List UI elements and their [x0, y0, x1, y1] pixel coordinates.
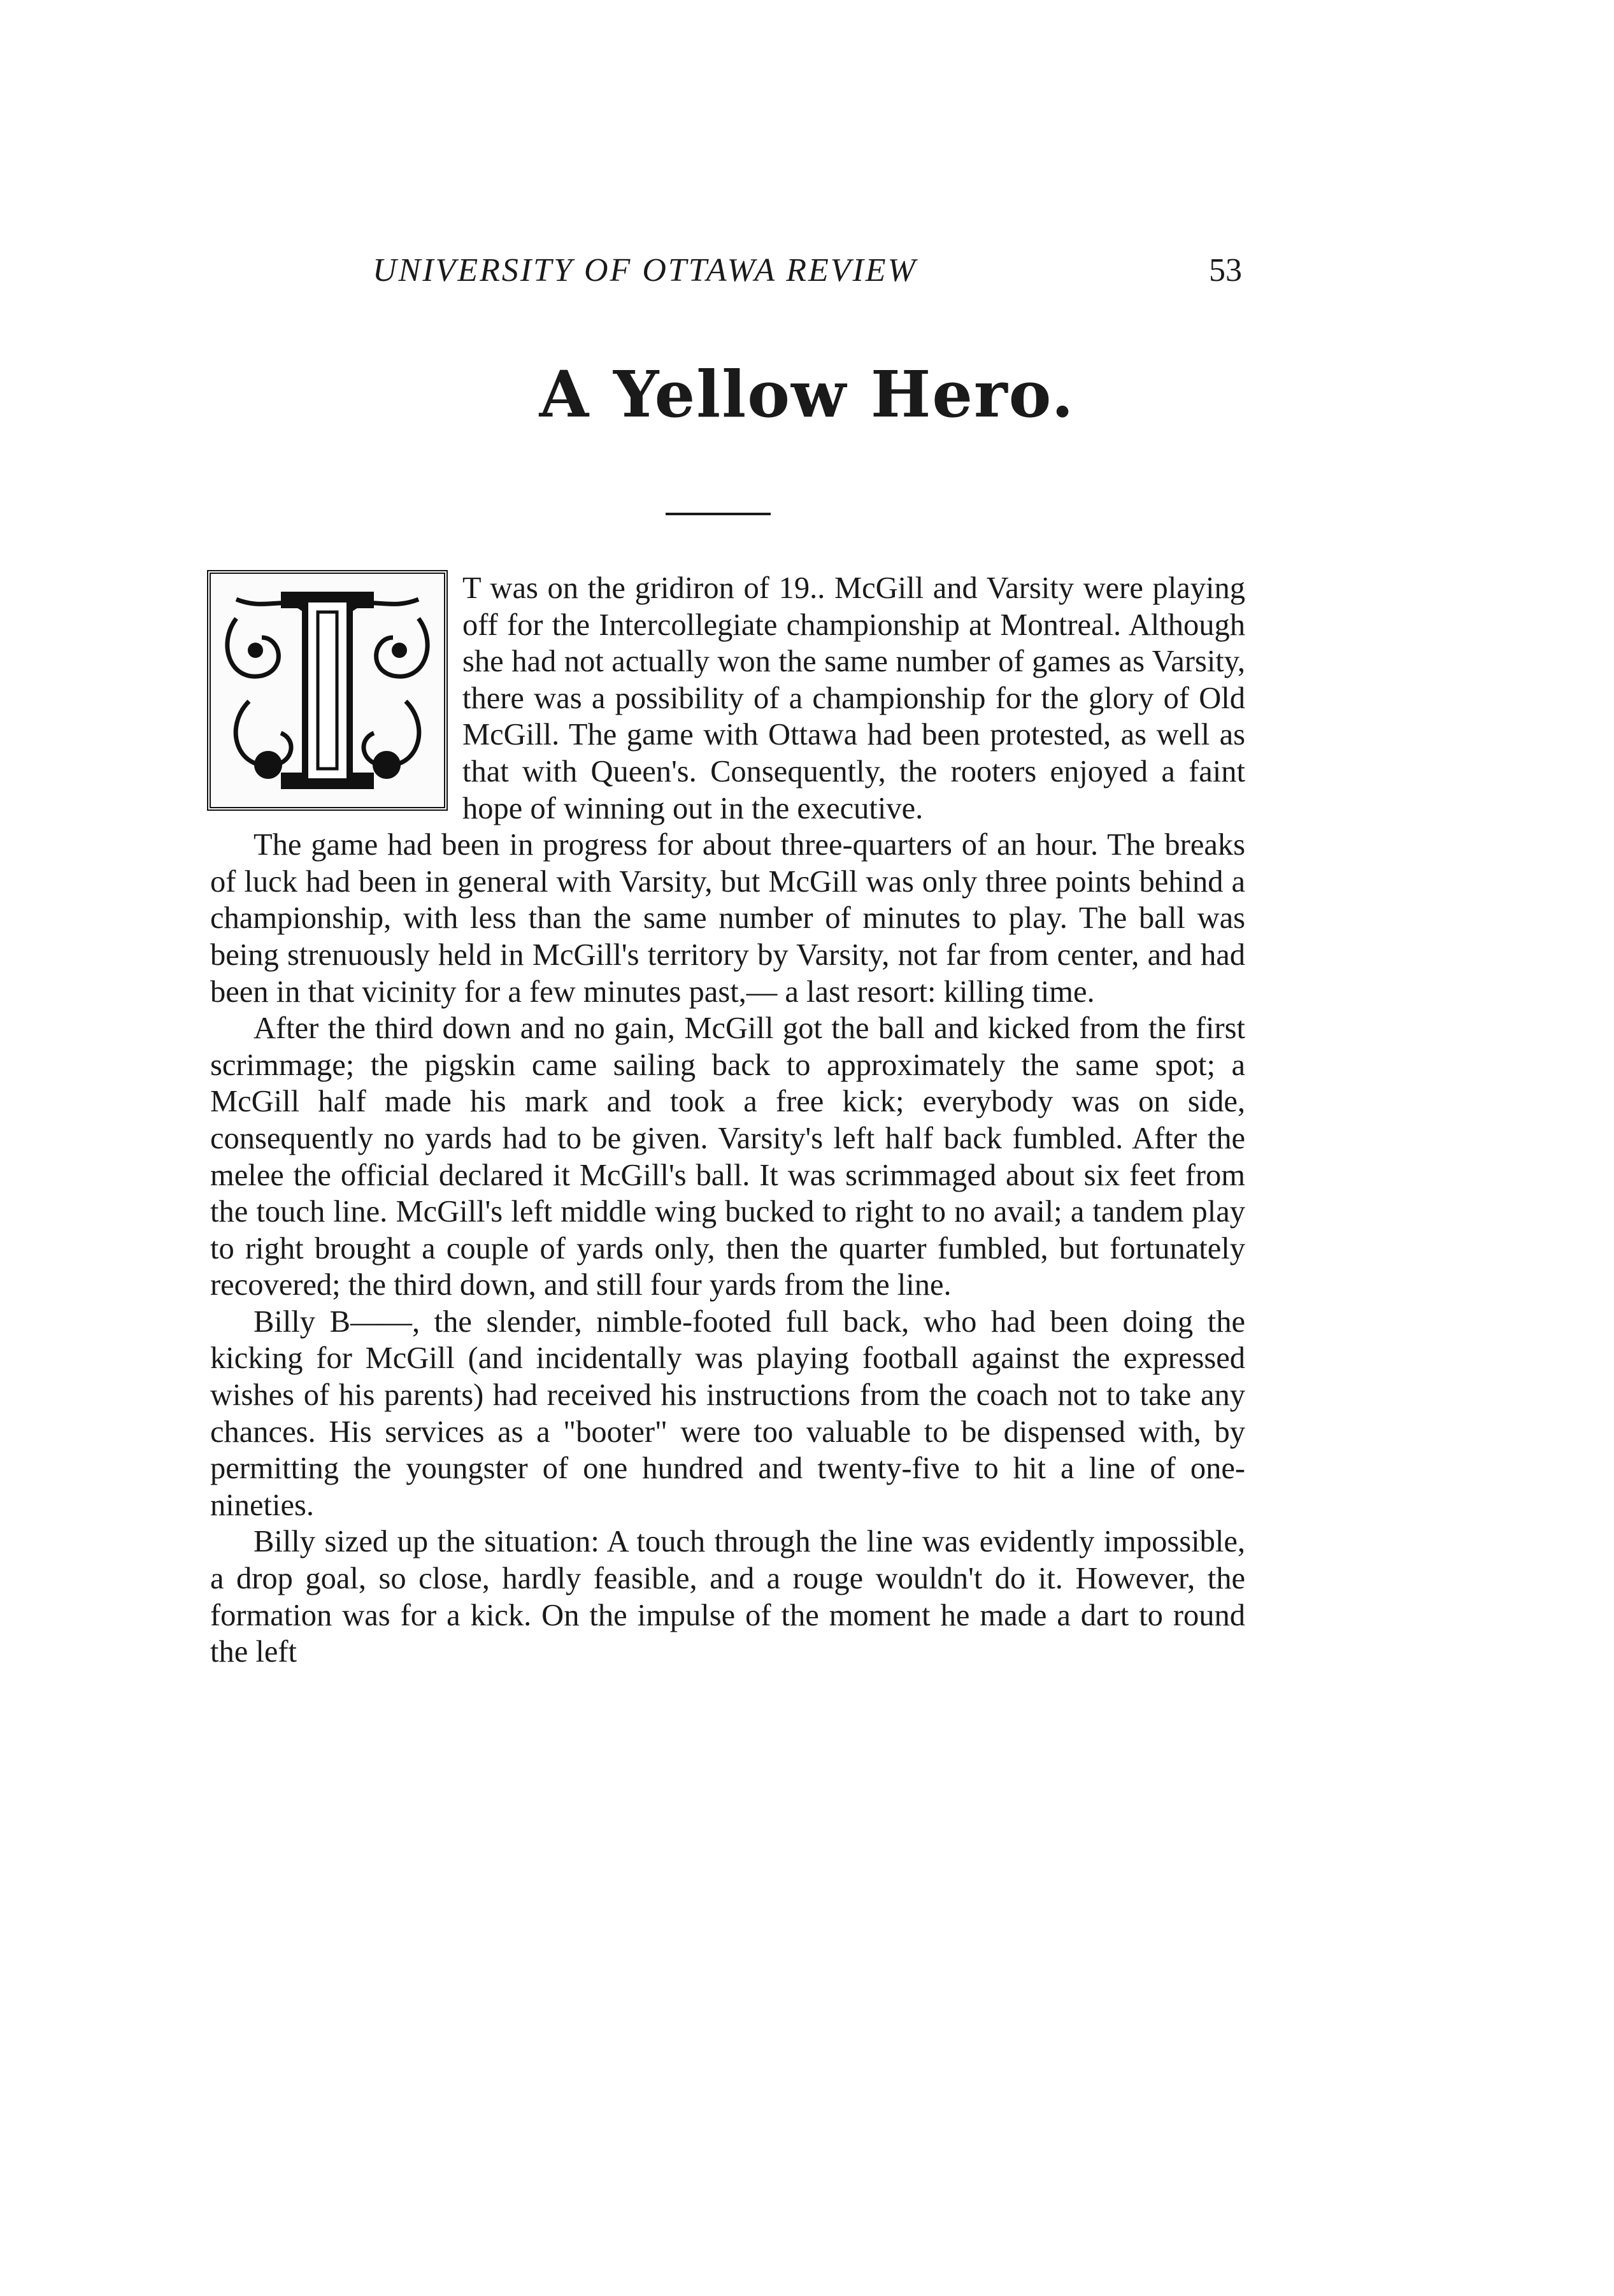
paragraph: After the third down and no gain, McGill got the ball and kicked from the first scrimmage; the pigskin came sailing back to approximately the same spot; a McGill half made his mark and took a free kick; everybody was on side, consequently no yards had to be given. Varsity's left half back fumbled. After the melee the official declared it McGill's ball. It was scrimmaged about six feet from the touch line. McGill's left middle wing bucked to right to no avail; a tandem play to right brought a couple of yards only, then the quarter fumbled, but fortunately recovered; the third down, and still four yards from the line. [210, 1011, 1245, 1302]
journal-title: UNIVERSITY OF OTTAWA REVIEW [373, 252, 917, 289]
title-divider [666, 513, 771, 515]
paragraph: T was on the gridiron of 19.. McGill and Varsity were playing off for the Intercollegiate championship at Montreal. Although she had not actually won the same number of games as Varsity, there was a possibility of a championship for the glory of Old McGill. The game with Ottawa had been protested, as well as that with Queen's. Consequently, the rooters enjoyed a faint hope of winning out in the executive. [462, 571, 1245, 825]
article-body [210, 570, 1245, 1671]
running-head [373, 252, 1242, 296]
article-title: A Yellow Hero. [539, 357, 1075, 432]
paragraph: The game had been in progress for about three-quarters of an hour. The breaks of luck had been in general with Varsity, but McGill was only three points behind a championship, with less than the same number of minutes to play. The ball was being strenuously held in McGill's territory by Varsity, not far from center, and had been in that vicinity for a few minutes past,— a last resort: killing time. [210, 828, 1245, 1009]
paragraph: Billy B——, the slender, nimble-footed full back, who had been doing the kicking for McGill (and incidentally was playing football against the expressed wishes of his parents) had received his instructions from the coach not to take any chances. His services as a "booter" were too valuable to be dispensed with, by permitting the youngster of one hundred and twenty-five to hit a line of one-nineties. [210, 1304, 1245, 1522]
page-number: 53 [1209, 252, 1242, 289]
paragraph: Billy sized up the situation: A touch through the line was evidently impossible, a drop goal, so close, hardly feasible, and a rouge wouldn't do it. However, the formation was for a kick. On the impulse of the moment he made a dart to round the left [210, 1525, 1245, 1669]
